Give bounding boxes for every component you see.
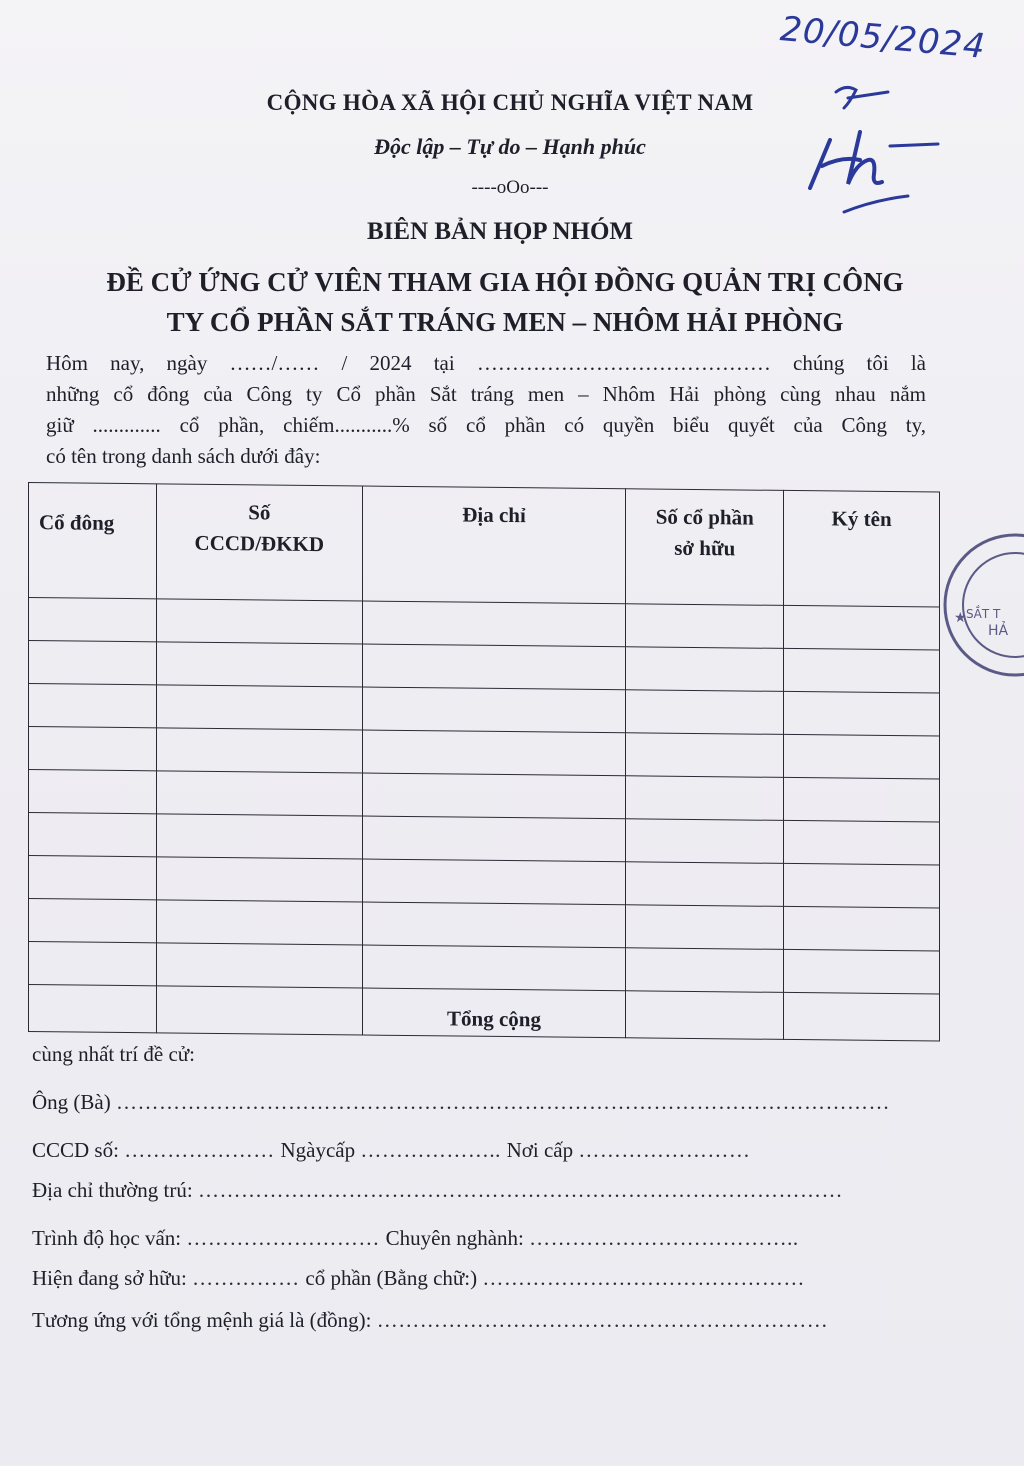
header-id-line-2: CCCD/ĐKKD [194, 530, 325, 557]
table-cell[interactable] [784, 949, 940, 994]
table-header-row [29, 483, 940, 608]
shareholder-table [28, 482, 940, 1042]
holding-field[interactable]: …………… [192, 1266, 306, 1290]
table-cell[interactable] [29, 641, 157, 685]
header-shares-line-2: sở hữu [674, 535, 736, 561]
table-cell[interactable] [626, 905, 784, 950]
table-cell[interactable] [362, 773, 626, 819]
header-shares-line-1: Số cổ phần [655, 504, 754, 530]
address-row [32, 1178, 912, 1203]
table-cell[interactable] [362, 601, 626, 647]
table-cell[interactable] [29, 598, 157, 642]
header-address: Địa chỉ [362, 486, 626, 604]
table-cell[interactable] [29, 684, 157, 728]
table-cell[interactable] [29, 899, 157, 943]
document-subtitle [5, 262, 1005, 342]
name-label: Ông (Bà) [32, 1090, 111, 1114]
holding-words-label: cổ phần (Bằng chữ:) [305, 1266, 478, 1290]
major-field[interactable]: ……………………………….. [529, 1226, 799, 1250]
motto: Độc lập – Tự do – Hạnh phúc [374, 134, 646, 159]
handwritten-date: 20/05/2024 [778, 9, 988, 67]
table-cell[interactable] [626, 776, 784, 821]
table-cell[interactable] [626, 819, 784, 864]
table-cell[interactable] [29, 770, 157, 814]
table-cell[interactable] [156, 728, 362, 773]
subtitle-line-2: TY CỔ PHẦN SẮT TRÁNG MEN – NHÔM HẢI PHÒNG [166, 307, 844, 337]
table-cell[interactable] [362, 902, 626, 948]
table-total-row [29, 985, 940, 1042]
name-field[interactable]: ……………………………………………………………………………………………… [115, 1090, 890, 1114]
id-row [32, 1138, 912, 1163]
issue-date-field[interactable]: ……………….. [360, 1138, 507, 1162]
table-cell[interactable] [784, 777, 940, 822]
table-cell[interactable] [784, 906, 940, 951]
issue-place-field[interactable]: …………………… [578, 1138, 751, 1162]
subtitle-line-1: ĐỀ CỬ ỨNG CỬ VIÊN THAM GIA HỘI ĐỒNG QUẢN TRỊ CÔNG [106, 267, 904, 297]
table-cell[interactable] [156, 771, 362, 816]
table-cell[interactable] [362, 644, 626, 690]
intro-paragraph [46, 348, 926, 472]
table-cell[interactable] [626, 690, 784, 735]
header-id-line-1: Số [248, 500, 271, 525]
table-cell[interactable] [156, 900, 362, 945]
table-cell[interactable] [784, 992, 940, 1041]
table-cell[interactable] [784, 648, 940, 693]
holding-label: Hiện đang sở hữu: [32, 1266, 187, 1290]
table-cell[interactable] [626, 862, 784, 907]
table-cell[interactable] [362, 816, 626, 862]
table-cell[interactable] [362, 730, 626, 776]
table-cell[interactable] [362, 687, 626, 733]
holding-row [32, 1266, 912, 1291]
table-cell[interactable] [784, 863, 940, 908]
header-shares [626, 489, 784, 606]
holding-words-field[interactable]: ……………………………………… [482, 1266, 805, 1290]
table-cell[interactable] [362, 859, 626, 905]
table-cell[interactable] [626, 647, 784, 692]
intro-line-3: giữ ............. cổ phần, chiếm...........% số cổ phần có quyền biểu quyết của Công ty, [46, 413, 926, 437]
table-cell[interactable] [29, 942, 157, 986]
table-cell[interactable] [29, 856, 157, 900]
table-cell[interactable] [156, 986, 362, 1035]
table-cell[interactable] [784, 734, 940, 779]
education-row [32, 1226, 912, 1251]
table-cell[interactable] [626, 948, 784, 993]
table-cell[interactable] [156, 642, 362, 687]
table-cell[interactable] [362, 945, 626, 991]
address-field[interactable]: ……………………………………………………………………………… [197, 1178, 843, 1202]
table-cell[interactable] [626, 604, 784, 649]
address-label: Địa chỉ thường trú: [32, 1178, 193, 1202]
table-cell[interactable] [156, 857, 362, 902]
major-label: Chuyên nghành: [385, 1226, 524, 1250]
svg-text:SẮT T: SẮT T [966, 607, 1001, 621]
par-value-label: Tương ứng với tổng mệnh giá là (đồng): [32, 1308, 372, 1332]
table-cell[interactable] [156, 814, 362, 859]
id-label: CCCD số: [32, 1138, 119, 1162]
header-signature: Ký tên [784, 490, 940, 607]
total-shares-cell[interactable] [626, 991, 784, 1040]
table-cell[interactable] [29, 985, 157, 1033]
table-cell[interactable] [29, 813, 157, 857]
agree-line: cùng nhất trí đề cử: [32, 1042, 195, 1066]
nation-heading: CỘNG HÒA XÃ HỘI CHỦ NGHĨA VIỆT NAM [266, 90, 754, 115]
table-cell[interactable] [626, 733, 784, 778]
par-value-row [32, 1308, 912, 1333]
table-cell[interactable] [156, 599, 362, 644]
education-field[interactable]: ……………………… [186, 1226, 386, 1250]
header-shareholder: Cổ đông [29, 483, 157, 599]
table-cell[interactable] [156, 685, 362, 730]
table-cell[interactable] [29, 727, 157, 771]
issue-place-label: Nơi cấp [506, 1138, 574, 1162]
table-cell[interactable] [156, 943, 362, 988]
header-id-number [156, 484, 362, 601]
par-value-field[interactable]: ……………………………………………………… [376, 1308, 829, 1332]
intro-line-4: có tên trong danh sách dưới đây: [46, 444, 321, 468]
separator: ----oOo--- [471, 177, 549, 198]
issue-date-label: Ngàycấp [280, 1138, 356, 1162]
table-cell[interactable] [784, 605, 940, 650]
intro-line-1: Hôm nay, ngày ……/…… / 2024 tại …………………………………… chúng tôi là [46, 351, 926, 375]
svg-text:HẢ: HẢ [988, 623, 1009, 639]
total-label: Tổng cộng [362, 988, 626, 1038]
company-seal [940, 520, 1024, 690]
document-title: BIÊN BẢN HỌP NHÓM [367, 218, 633, 245]
education-label: Trình độ học vấn: [32, 1226, 182, 1250]
table-cell[interactable] [784, 691, 940, 736]
svg-text:★: ★ [954, 610, 967, 626]
name-row [32, 1090, 912, 1115]
table-cell[interactable] [784, 820, 940, 865]
id-number-field[interactable]: ………………… [124, 1138, 281, 1162]
intro-line-2: những cổ đông của Công ty Cổ phần Sắt tráng men – Nhôm Hải phòng cùng nhau nắm [46, 382, 926, 406]
